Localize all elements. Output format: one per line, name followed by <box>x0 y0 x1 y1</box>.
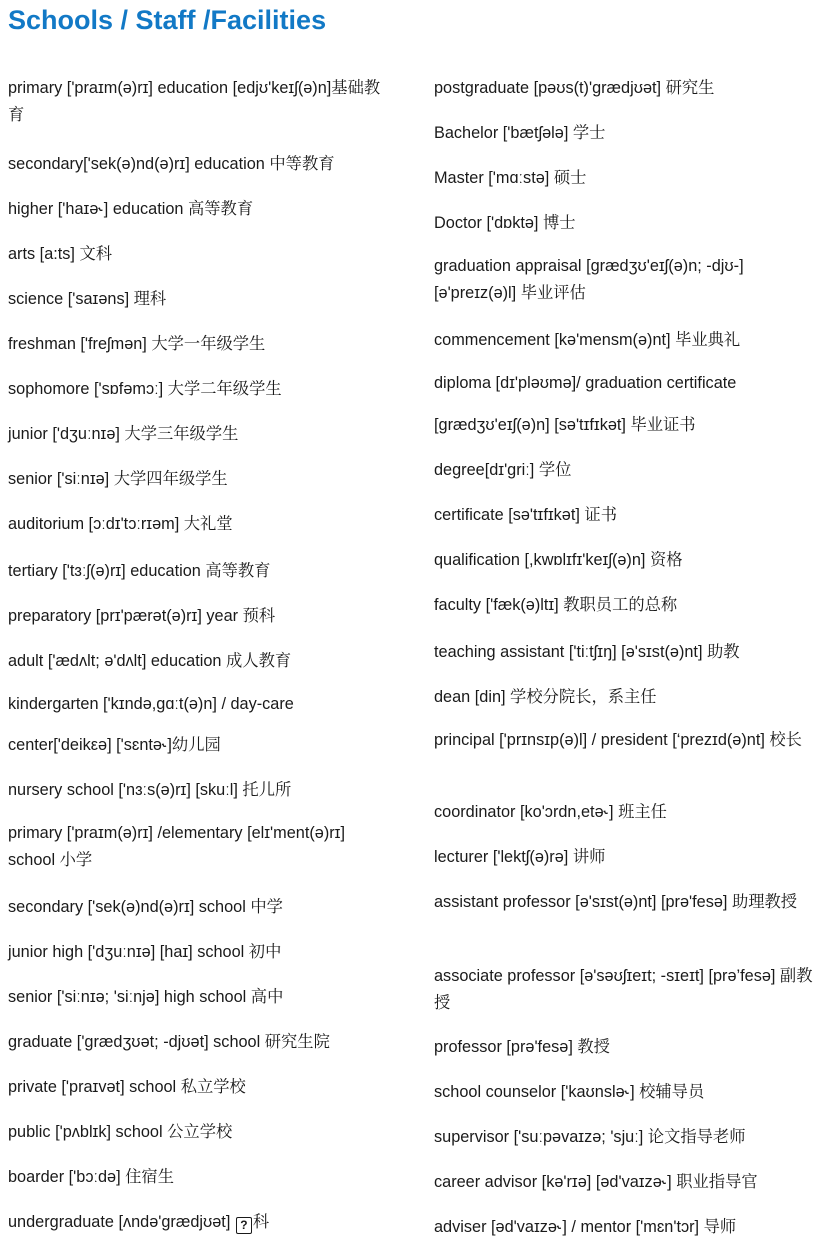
term-school-counselor: school counselor ['kaʊnslə˞] 校辅导员 <box>434 1083 705 1101</box>
term-tertiary-education: tertiary ['tɜːʃ(ə)rɪ] education 高等教育 <box>8 562 271 580</box>
term-coordinator: coordinator [ko'ɔrdn,etə˞] 班主任 <box>434 803 667 821</box>
term-associate-professor: associate professor [ə'səʊʃɪeɪt; -sɪeɪt] [prə’fesə] 副教授 <box>434 967 813 1012</box>
term-diploma: diploma [dɪ'pləʊmə]/ graduation certificate <box>434 374 737 392</box>
page-title: Schools / Staff /Facilities <box>8 5 327 35</box>
term-certificate: certificate [sə'tɪfɪkət] 证书 <box>434 506 617 524</box>
term-secondary-school: secondary ['sek(ə)nd(ə)rɪ] school 中学 <box>8 898 283 916</box>
term-preparatory-year: preparatory [prɪ'pærət(ə)rɪ] year 预科 <box>8 607 276 625</box>
term-doctor: Doctor ['dɒktə] 博士 <box>434 214 576 232</box>
term-junior-high-school: junior high ['dʒuːnɪə] [haɪ] school 初中 <box>8 943 282 961</box>
term-science: science ['saɪəns] 理科 <box>8 290 167 308</box>
term-undergraduate-text: undergraduate [ʌndə'grædjʊət] <box>8 1213 235 1231</box>
term-secondary-education: secondary['sek(ə)nd(ə)rɪ] education 中等教育 <box>8 155 335 173</box>
term-higher-education: higher ['haɪə˞] education 高等教育 <box>8 200 254 218</box>
term-senior: senior ['siːnɪə] 大学四年级学生 <box>8 470 228 488</box>
term-auditorium: auditorium [ɔːdɪ'tɔːrɪəm] 大礼堂 <box>8 515 233 533</box>
term-junior: junior ['dʒuːnɪə] 大学三年级学生 <box>8 425 239 443</box>
term-master: Master ['mɑːstə] 硕士 <box>434 169 587 187</box>
term-career-advisor: career advisor [kə'rɪə] [əd'vaɪzə˞] 职业指导官 <box>434 1173 758 1191</box>
term-bachelor: Bachelor ['bætʃələ] 学士 <box>434 124 606 142</box>
term-faculty: faculty ['fæk(ə)ltɪ] 教职员工的总称 <box>434 596 678 614</box>
term-kindergarten: kindergarten ['kɪndə,gɑːt(ə)n] / day-care <box>8 695 294 713</box>
term-adult-education: adult ['ædʌlt; ə'dʌlt] education 成人教育 <box>8 652 292 670</box>
term-boarder: boarder ['bɔːdə] 住宿生 <box>8 1168 174 1186</box>
term-commencement: commencement [kə'mensm(ə)nt] 毕业典礼 <box>434 331 741 349</box>
term-graduation-appraisal: graduation appraisal [grædʒʊ'eɪʃ(ə)n; -djʊ-] [ə'preɪz(ə)l] 毕业评估 <box>434 257 744 302</box>
term-graduate-school: graduate ['grædʒʊət; -djʊət] school 研究生院 <box>8 1033 330 1051</box>
term-senior-high-school: senior ['siːnɪə; 'siːnjə] high school 高中 <box>8 988 284 1006</box>
term-principal: principal ['prɪnsɪp(ə)l] / president [‘prezɪd(ə)nt] 校长 <box>434 731 802 749</box>
term-public-school: public ['pʌblɪk] school 公立学校 <box>8 1123 233 1141</box>
term-teaching-assistant: teaching assistant ['tiːtʃɪŋ] [ə'sɪst(ə)nt] 助教 <box>434 643 740 661</box>
term-private-school: private ['praɪvət] school 私立学校 <box>8 1078 246 1096</box>
term-dean: dean [din] 学校分院长，系主任 <box>434 688 657 706</box>
term-nursery-school: nursery school ['nɜːs(ə)rɪ] [skuːl] 托儿所 <box>8 781 292 799</box>
term-supervisor: supervisor ['suːpəvaɪzə; 'sjuː] 论文指导老师 <box>434 1128 746 1146</box>
term-undergraduate-suffix: 科 <box>252 1213 270 1231</box>
term-graduation-certificate: [grædʒʊ'eɪʃ(ə)n] [sə'tɪfɪkət] 毕业证书 <box>434 416 696 434</box>
term-primary-school: primary ['praɪm(ə)rɪ] /elementary [elɪ'ment(ə)rɪ] school 小学 <box>8 824 346 869</box>
term-lecturer: lecturer ['lektʃ(ə)rə] 讲师 <box>434 848 606 866</box>
term-arts: arts [a:ts] 文科 <box>8 245 113 263</box>
term-qualification: qualification [,kwɒlɪfɪ'keɪʃ(ə)n] 资格 <box>434 551 683 569</box>
term-adviser-mentor: adviser [əd'vaɪzə˞] / mentor ['mɛn'tɔr] 导师 <box>434 1218 737 1236</box>
term-freshman: freshman ['freʃmən] 大学一年级学生 <box>8 335 266 353</box>
term-degree: degree[dɪ'griː] 学位 <box>434 461 572 479</box>
term-day-care-center: center['deikεə] ['sɛntə˞]幼儿园 <box>8 736 221 754</box>
term-sophomore: sophomore ['sɒfəmɔː] 大学二年级学生 <box>8 380 282 398</box>
term-primary-education: primary ['praɪm(ə)rɪ] education [edjʊ'keɪʃ(ə)n]基础教育 <box>8 79 381 124</box>
term-undergraduate <box>8 1209 388 1236</box>
term-postgraduate: postgraduate [pəʊs(t)'grædjʊət] 研究生 <box>434 79 715 97</box>
term-professor: professor [prə'fesə] 教授 <box>434 1038 610 1056</box>
term-assistant-professor: assistant professor [ə'sɪst(ə)nt] [prə'fesə] 助理教授 <box>434 893 798 911</box>
question-mark-icon: ? <box>236 1217 252 1234</box>
